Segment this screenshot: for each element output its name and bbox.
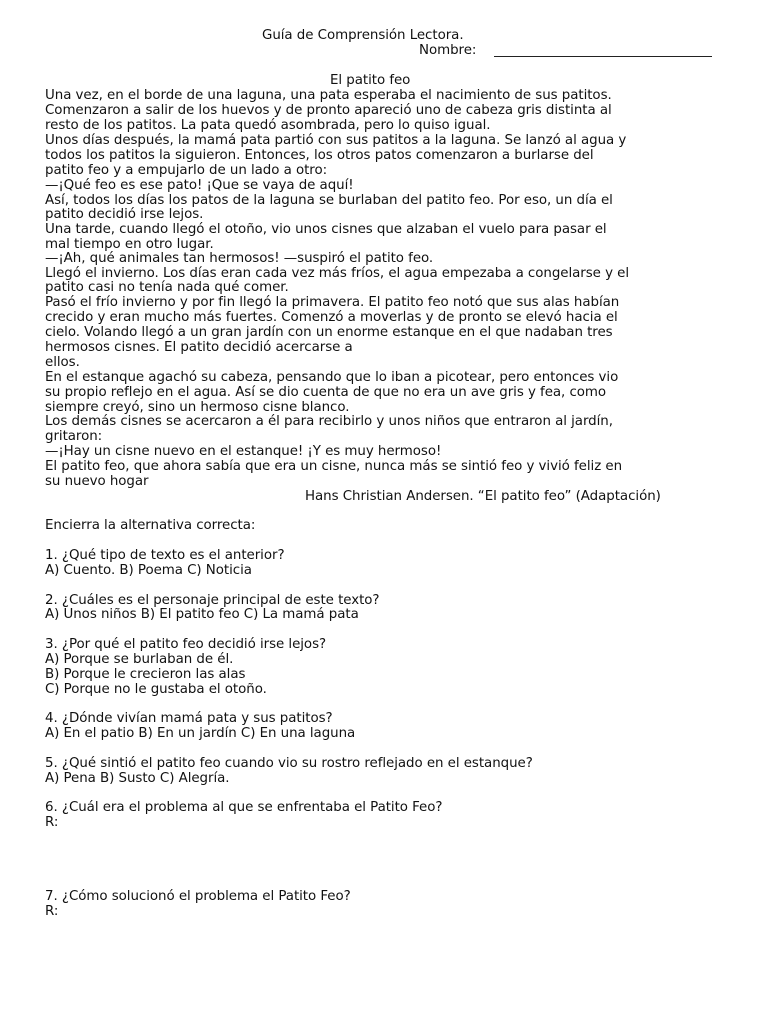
answer-options-4: A) En el patio B) En un jardín C) En una laguna: [45, 726, 356, 741]
story-line: Unos días después, la mamá pata partió con sus patitos a la laguna. Se lanzó al agua y: [45, 133, 627, 148]
story-line: todos los patitos la siguieron. Entonces, los otros patos comenzaron a burlarse del: [45, 148, 594, 163]
story-line: patito feo y a empujarlo de un lado a otro:: [45, 163, 328, 178]
story-line: su nuevo hogar: [45, 474, 149, 489]
answer-options-1: A) Cuento. B) Poema C) Noticia: [45, 563, 252, 578]
question-6: 6. ¿Cuál era el problema al que se enfrentaba el Patito Feo?: [45, 800, 443, 815]
story-line: Una tarde, cuando llegó el otoño, vio unos cisnes que alzaban el vuelo para pasar el: [45, 222, 607, 237]
story-line: su propio reflejo en el agua. Así se dio cuenta de que no era un ave gris y fea, como: [45, 385, 607, 400]
story-line: En el estanque agachó su cabeza, pensando que lo iban a picotear, pero entonces vio: [45, 370, 619, 385]
story-line: ellos.: [45, 355, 80, 370]
answer-label-6: R:: [45, 815, 59, 830]
story-line: —¡Ah, qué animales tan hermosos! —suspiró el patito feo.: [45, 251, 434, 266]
story-line: Los demás cisnes se acercaron a él para recibirlo y unos niños que entraron al jardín,: [45, 414, 613, 429]
story-line: El patito feo, que ahora sabía que era un cisne, nunca más se sintió feo y vivió feliz en: [45, 459, 623, 474]
story-line: patito casi no tenía nada qué comer.: [45, 280, 289, 295]
guide-title: Guía de Comprensión Lectora.: [262, 28, 464, 43]
story-line: Así, todos los días los patos de la laguna se burlaban del patito feo. Por eso, un día el: [45, 193, 613, 208]
answer-options-5: A) Pena B) Susto C) Alegría.: [45, 771, 230, 786]
story-line: cielo. Volando llegó a un gran jardín con un enorme estanque en el que nadaban tres: [45, 325, 613, 340]
story-line: —¡Hay un cisne nuevo en el estanque! ¡Y es muy hermoso!: [45, 444, 442, 459]
story-line: Una vez, en el borde de una laguna, una pata esperaba el nacimiento de sus patitos.: [45, 88, 612, 103]
answer-options-2: A) Unos niños B) El patito feo C) La mamá pata: [45, 607, 359, 622]
answer-option-3b: B) Porque le crecieron las alas: [45, 667, 246, 682]
question-2: 2. ¿Cuáles es el personaje principal de este texto?: [45, 593, 380, 608]
questions-instruction: Encierra la alternativa correcta:: [45, 518, 256, 533]
answer-label-7: R:: [45, 904, 59, 919]
answer-option-3c: C) Porque no le gustaba el otoño.: [45, 682, 267, 697]
story-line: Pasó el frío invierno y por fin llegó la primavera. El patito feo notó que sus alas habían: [45, 295, 620, 310]
story-attribution: Hans Christian Andersen. “El patito feo” (Adaptación): [305, 489, 661, 504]
story-line: patito decidió irse lejos.: [45, 207, 204, 222]
question-7: 7. ¿Cómo solucionó el problema el Patito Feo?: [45, 889, 351, 904]
story-line: Llegó el invierno. Los días eran cada vez más fríos, el agua empezaba a congelarse y el: [45, 266, 630, 281]
story-title: El patito feo: [330, 73, 411, 88]
story-line: mal tiempo en otro lugar.: [45, 237, 214, 252]
answer-option-3a: A) Porque se burlaban de él.: [45, 652, 234, 667]
question-3: 3. ¿Por qué el patito feo decidió irse lejos?: [45, 637, 327, 652]
name-label: Nombre:: [419, 43, 477, 58]
story-line: Comenzaron a salir de los huevos y de pronto apareció uno de cabeza gris distinta al: [45, 103, 612, 118]
question-1: 1. ¿Qué tipo de texto es el anterior?: [45, 548, 285, 563]
name-blank-line: [494, 56, 712, 57]
question-4: 4. ¿Dónde vivían mamá pata y sus patitos?: [45, 711, 333, 726]
question-5: 5. ¿Qué sintió el patito feo cuando vio su rostro reflejado en el estanque?: [45, 756, 533, 771]
story-line: resto de los patitos. La pata quedó asombrada, pero lo quiso igual.: [45, 118, 491, 133]
story-line: siempre creyó, sino un hermoso cisne blanco.: [45, 400, 350, 415]
story-line: gritaron:: [45, 429, 103, 444]
story-line: crecido y eran mucho más fuertes. Comenzó a moverlas y de pronto se elevó hacia el: [45, 310, 618, 325]
story-line: hermosos cisnes. El patito decidió acercarse a: [45, 340, 353, 355]
story-line: —¡Qué feo es ese pato! ¡Que se vaya de aquí!: [45, 178, 354, 193]
